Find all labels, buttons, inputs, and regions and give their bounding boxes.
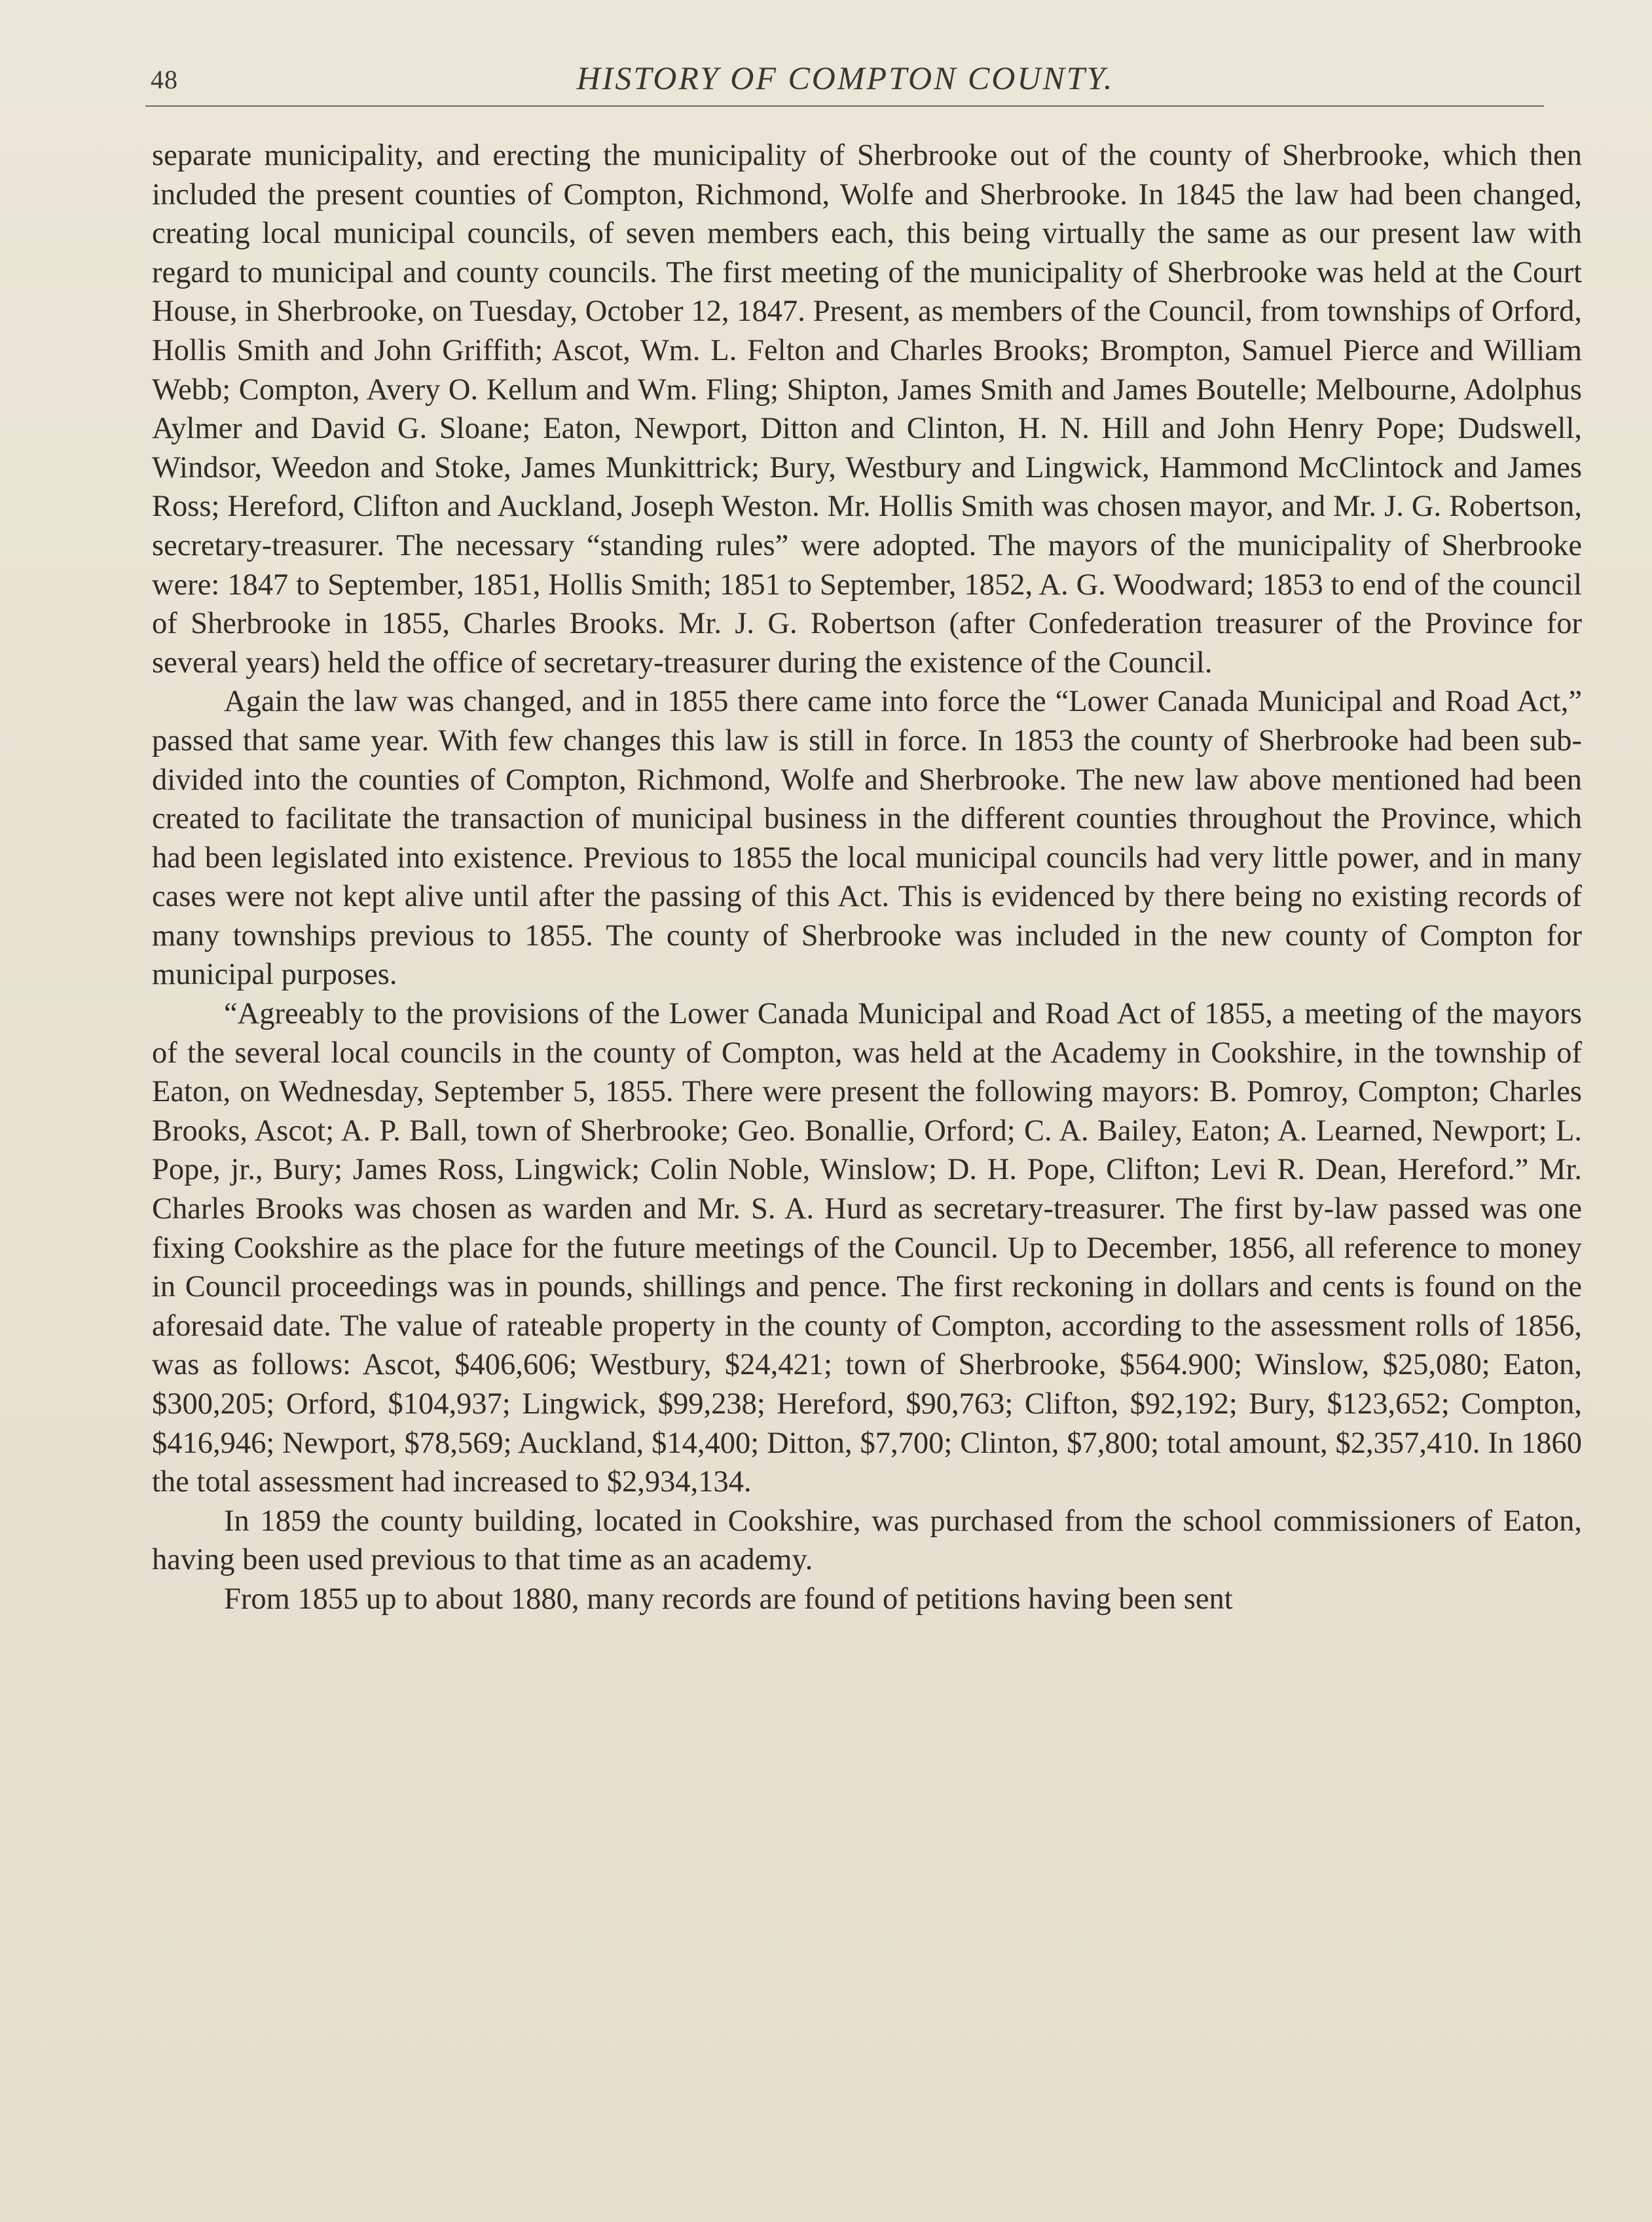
running-title: HISTORY OF COMPTON COUNTY. (576, 60, 1114, 96)
paragraph-1: separate municipality, and erecting the municipality of Sherbrooke out of the county of Sherbrooke, which then included the present counties of Compton, Richmond, Wolfe and Sherbrooke. In 1845 the law had been changed, creating local municipal councils, of seven members each, this being virtually the same as our present law with regard to municipal and county councils. The first meeting of the municipality of Sherbrooke was held at the Court House, in Sherbrooke, on Tuesday, October 12, 1847. Present, as members of the Council, from townships of Orford, Hollis Smith and John Griffith; Ascot, Wm. L. Felton and Charles Brooks; Brompton, Samuel Pierce and William Webb; Compton, Avery O. Kellum and Wm. Fling; Shipton, James Smith and James Boutelle; Melbourne, Adolphus Aylmer and David G. Sloane; Eaton, Newport, Ditton and Clinton, H. N. Hill and John Henry Pope; Dudswell, Windsor, Weedon and Stoke, James Munkittrick; Bury, Westbury and Lingwick, Hammond McClintock and James Ross; Hereford, Clifton and Auckland, Joseph Weston. Mr. Hollis Smith was chosen mayor, and Mr. J. G. Robertson, secretary-treasurer. The necessary “standing rules” were adopted. The mayors of the municipality of Sherbrooke were: 1847 to September, 1851, Hollis Smith; 1851 to September, 1852, A. G. Woodward; 1853 to end of the council of Sherbrooke in 1855, Charles Brooks. Mr. J. G. Robertson (after Confederation treasurer of the Province for several years) held the office of secretary-treasurer during the existence of the Council. (152, 139, 1582, 680)
paragraph-2: Again the law was changed, and in 1855 there came into force the “Lower Canada Municipal and Road Act,” passed that same year. With few changes this law is still in force. In 1853 the county of Sherbrooke had been sub-divided into the counties of Compton, Richmond, Wolfe and Sherbrooke. The new law above mentioned had been created to facilitate the transaction of municipal business in the different counties throughout the Province, which had been legislated into existence. Previous to 1855 the local municipal councils had very little power, and in many cases were not kept alive until after the passing of this Act. This is evidenced by there being no existing records of many townships previous to 1855. The county of Sherbrooke was included in the new county of Compton for municipal purposes. (152, 685, 1582, 992)
body-text (152, 136, 1582, 1619)
page-number: 48 (151, 65, 178, 94)
paragraph-3: “Agreeably to the provisions of the Lower Canada Municipal and Road Act of 1855, a meeting of the mayors of the several local councils in the county of Compton, was held at the Academy in Cookshire, in the township of Eaton, on Wednesday, September 5, 1855. There were present the following mayors: B. Pomroy, Compton; Charles Brooks, Ascot; A. P. Ball, town of Sherbrooke; Geo. Bonallie, Orford; C. A. Bailey, Eaton; A. Learned, Newport; L. Pope, jr., Bury; James Ross, Lingwick; Colin Noble, Winslow; D. H. Pope, Clifton; Levi R. Dean, Hereford.” Mr. Charles Brooks was chosen as warden and Mr. S. A. Hurd as secretary-treasurer. The first by-law passed was one fixing Cookshire as the place for the future meetings of the Council. Up to December, 1856, all reference to money in Council proceedings was in pounds, shillings and pence. The first reckoning in dollars and cents is found on the aforesaid date. The value of rateable property in the county of Compton, according to the assessment rolls of 1856, was as follows: Ascot, $406,606; Westbury, $24,421; town of Sherbrooke, $564.900; Winslow, $25,080; Eaton, $300,205; Orford, $104,937; Lingwick, $99,238; Hereford, $90,763; Clifton, $92,192; Bury, $123,652; Compton, $416,946; Newport, $78,569; Auckland, $14,400; Ditton, $7,700; Clinton, $7,800; total amount, $2,357,410. In 1860 the total assessment had increased to $2,934,134. (152, 997, 1582, 1499)
header-rule (145, 105, 1544, 107)
page-header (148, 54, 1543, 106)
paragraph-5: From 1855 up to about 1880, many records are found of petitions having been sent (224, 1582, 1233, 1616)
paragraph-4: In 1859 the county building, located in Cookshire, was purchased from the school commissioners of Eaton, having been used previous to that time as an academy. (152, 1504, 1582, 1577)
